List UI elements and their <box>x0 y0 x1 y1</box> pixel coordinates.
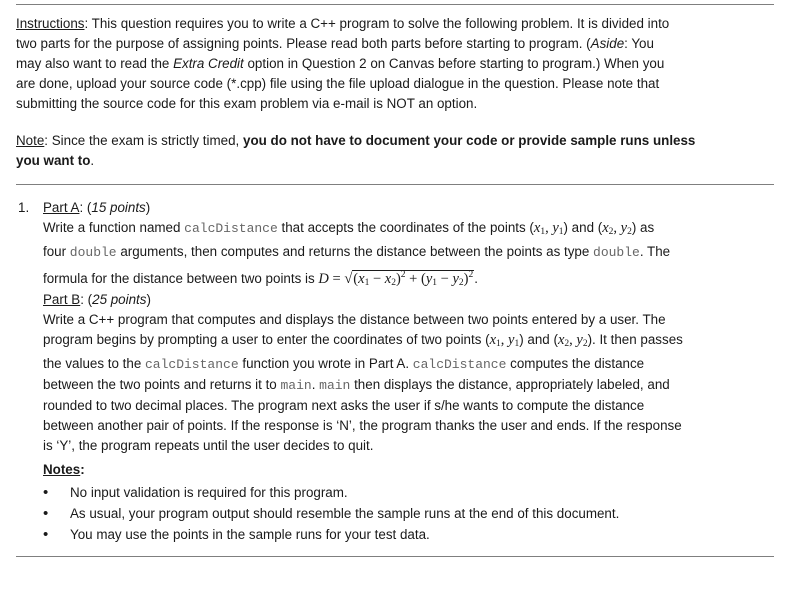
instructions-line-2: two parts for the purpose of assigning points. Please read both parts before starting to program. (Aside: You <box>16 36 654 51</box>
main-code: main <box>319 378 351 393</box>
part-b-heading: Part B: (25 points) <box>43 292 151 307</box>
part-b <box>43 290 776 456</box>
top-rule <box>16 4 774 5</box>
instructions-line-1: Instructions: This question requires you to write a C++ program to solve the following problem. It is divided into <box>16 16 670 31</box>
calc-distance-code: calcDistance <box>412 357 507 372</box>
double-code: double <box>69 245 117 260</box>
sqrt-symbol: √ <box>344 271 353 287</box>
part-b-points: 25 points <box>92 292 147 307</box>
instructions-line-3: may also want to read the Extra Credit option in Question 2 on Canvas before starting to program.) When you <box>16 56 665 71</box>
instructions-line-5: submitting the source code for this exam problem via e-mail is NOT an option. <box>16 96 478 111</box>
part-b-line-4: between the two points and returns it to main. main then displays the distance, appropriately labeled, and <box>43 377 670 393</box>
part-a-line-1: Write a function named calcDistance that accepts the coordinates of the points ($x_1$, $y_1$) and ($x_2$, $y_2$) as <box>43 220 655 237</box>
calc-distance-code: calcDistance <box>184 221 278 236</box>
part-a-points: 15 points <box>91 200 146 215</box>
instructions-label: Instructions <box>16 16 85 31</box>
point-2-math: $x_2$, $y_2$ <box>557 332 588 349</box>
instructions-line-4: are done, upload your source code (*.cpp) file using the file upload dialogue in the question. Please note that <box>16 76 660 91</box>
note-line-2: you want to. <box>16 153 95 168</box>
part-b-line-5: rounded to two decimal places. The program next asks the user if s/he wants to compute the distance <box>43 398 645 413</box>
part-b-title: Part B <box>43 292 81 307</box>
question-number: 1. <box>18 200 30 215</box>
main-code: main <box>280 378 312 393</box>
distance-formula: $D = √(x_1 - x_2)^2 + (y_1 - y_2)^2$ <box>318 270 474 288</box>
list-item: • As usual, your program output should resemble the sample runs at the end of this document. <box>43 505 620 522</box>
calc-distance-code: calcDistance <box>145 357 239 372</box>
point-2-math: $x_2$, $y_2$ <box>602 220 632 237</box>
part-a-line-2: four double arguments, then computes and returns the distance between the points as type double. The <box>43 244 671 260</box>
notes-heading: Notes: <box>43 462 85 477</box>
note-block <box>16 131 768 171</box>
bullet-icon: • <box>43 505 49 522</box>
point-1-math: $x_1$, $y_1$ <box>533 220 564 237</box>
part-b-line-2: program begins by prompting a user to enter the coordinates of two points ($x_1$, $y_1$) and ($x_2$, $y_2$). It then passes <box>43 332 683 349</box>
bullet-icon: • <box>43 526 49 543</box>
note-label: Note <box>16 133 45 148</box>
middle-rule <box>16 184 774 185</box>
notes-title: Notes <box>43 462 81 477</box>
notes-list <box>43 482 776 545</box>
part-a-title: Part A <box>43 200 80 215</box>
aside-label: Aside <box>590 36 625 51</box>
list-item: • You may use the points in the sample runs for your test data. <box>43 526 430 543</box>
extra-credit-label: Extra Credit <box>173 56 244 71</box>
double-code: double <box>593 245 640 260</box>
part-a <box>43 198 776 293</box>
instructions-block <box>16 14 768 114</box>
list-item: • No input validation is required for this program. <box>43 484 348 501</box>
part-b-line-3: the values to the calcDistance function you wrote in Part A. calcDistance computes the distance <box>43 356 645 372</box>
part-a-heading: Part A: (15 points) <box>43 200 151 215</box>
part-b-line-1: Write a C++ program that computes and displays the distance between two points entered by a user. The <box>43 312 666 327</box>
part-b-line-6: between another pair of points. If the response is ‘N’, the program thanks the user and ends. If the response <box>43 418 682 433</box>
part-b-line-7: is ‘Y’, the program repeats until the user decides to quit. <box>43 438 374 453</box>
bullet-icon: • <box>43 484 49 501</box>
part-a-line-3: formula for the distance between two points is $D = √(x_1 - x_2)^2 + (y_1 - y_2)^2$. <box>43 270 478 288</box>
point-1-math: $x_1$, $y_1$ <box>489 332 520 349</box>
notes <box>43 460 776 545</box>
bottom-rule <box>16 556 774 557</box>
note-line-1: Note: Since the exam is strictly timed, you do not have to document your code or provide sample runs unless <box>16 133 696 148</box>
